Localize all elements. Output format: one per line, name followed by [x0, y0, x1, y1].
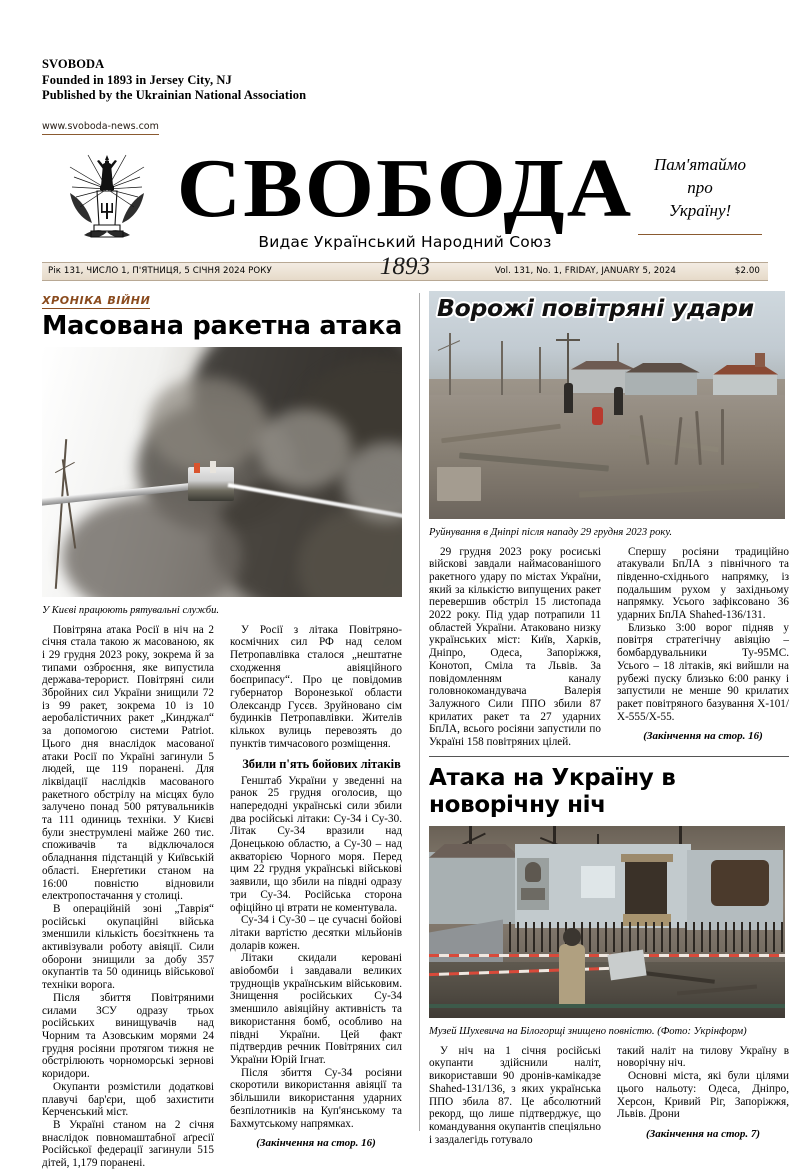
iron-fence	[509, 922, 785, 952]
air-strikes-column-2	[617, 546, 789, 749]
right-stories	[429, 291, 789, 1146]
museum-window	[581, 866, 615, 898]
publication-info	[42, 0, 768, 104]
air-strikes-headline: Ворожі повітряні удари	[437, 293, 754, 322]
paragraph: Окупанти розмістили додаткові плавучі бар'єри, щоб захистити Керченський міст.	[42, 1080, 214, 1119]
section-kicker: ХРОНІКА ВІЙНИ	[42, 293, 151, 307]
continuation-note[interactable]: (Закінчення на стор. 16)	[643, 730, 763, 743]
paragraph: Літаки скидали керовані авіобомби і завдавали великих труднощів українським військовим. Знищення російських Су-34 зменшило авіяційну активність та використання бомб, особливо на півдні України. Цей факт підтвердив речник Повітряних сил України Юрій Ігнат.	[230, 952, 402, 1066]
new-year-photo-caption: Музей Шухевича на Білогорщі знищено повністю. (Фото: Укрінформ)	[429, 1025, 747, 1037]
slogan-line-3: Україну!	[668, 200, 732, 220]
broken-post	[721, 409, 724, 465]
remember-ukraine-slogan	[638, 153, 762, 235]
paragraph: такий наліт на тилову Україну в новорічну ніч.	[617, 1044, 789, 1070]
air-strikes-column-1	[429, 546, 601, 749]
dateline-ukrainian: Рік 131, ЧИСЛО 1, П'ЯТНИЦЯ, 5 СІЧНЯ 2024 РОКУ	[48, 266, 272, 276]
plaque-inscription	[521, 888, 545, 900]
paragraph: В операційній зоні „Таврія“ російські окупаційні війська зменшили кількість боєзіткнень та активізували роботу авіяції. Сили оборони знищили за добу 357 окупантів та 50 одиниць військової техніки ворога.	[42, 902, 214, 992]
new-year-attack-story	[429, 765, 789, 1147]
new-year-columns	[429, 1045, 789, 1147]
person-head	[563, 928, 581, 946]
smoke-plume	[257, 409, 352, 489]
museum-wall	[429, 852, 519, 924]
new-year-column-1	[429, 1045, 601, 1147]
firefighter	[210, 461, 216, 473]
lead-subheading: Збили п'ять бойових літаків	[242, 756, 401, 771]
slogan-line-2: про	[687, 177, 713, 197]
column-divider	[419, 293, 420, 1131]
person-walking	[614, 387, 623, 415]
new-year-column-2	[617, 1045, 789, 1147]
person-walking	[564, 383, 573, 413]
museum-doorway	[625, 860, 667, 918]
lead-photo-caption: У Києві працюють рятувальні служби.	[42, 604, 220, 616]
price-label: $2.00	[734, 266, 760, 276]
paragraph: Повітряна атака Росії в ніч на 2 січня стала такою ж масованою, як і 29 грудня 2023 року, зокрема й за типами озброєння, яке випустила держава-терорист. Повітряні сили Збройних сил України знищили 72 із 99 ракет, зокрема 10 із 10 аеробалістичних ракет „Кинджал“ за допомогою системи Patriot. Цього дня внаслідок масованої атаки Росії по Україні загинули 5 людей, ще 119 поранені. Для ліквідації наслідків масованого ракетного обстрілу на місцях було залучено понад 500 рятувальників та 111 одиниць техніки. У Києві були знеструмлені майже 260 тис. споживачів та відключалося обладнання підстанцій у Київській області. Енерґетики станом на 16:00 повністю відновили електропостачання у столиці.	[42, 623, 214, 903]
bare-tree	[501, 341, 503, 395]
publication-publisher: Published by the Ukrainian National Association	[42, 88, 307, 102]
paragraph: Після збиття Су-34 росіяни скоротили використання авіяції та збільшили використання ударних безпілотників на Куп'янському та Бахмутському напрямках.	[230, 1066, 402, 1130]
publication-founded: Founded in 1893 in Jersey City, NJ	[42, 72, 232, 87]
lead-story	[42, 291, 410, 1170]
paragraph: Генштаб України у зведенні на ранок 25 грудня оголосив, що напередодні українські сили збили два російські літаки: Су-34 і Су-30. Літак Су-34 вразили над Донецькою областю, а Су-30 – над акваторією Чорного моря. Перед цим 22 грудня українські військові заявили, що збили на півдні одразу три Су-34. Російська сторона офіційно ці втрати не коментувала.	[230, 774, 402, 914]
damaged-house	[625, 371, 697, 397]
paragraph: В Україні станом на 2 січня внаслідок повномаштабної аґресії Російської федерації загинули 515 дітей, 1,179 поранені.	[42, 1118, 214, 1170]
slogan-line-1: Пам'ятаймо	[654, 154, 746, 174]
continuation-note[interactable]: (Закінчення на стор. 16)	[256, 1137, 376, 1150]
shukhevych-bust	[525, 862, 541, 882]
chimney	[755, 353, 765, 367]
main-content	[42, 291, 789, 1170]
smoke-plume	[147, 377, 267, 472]
firefighter	[194, 463, 200, 473]
blast-hole	[711, 860, 769, 906]
slogan-divider	[638, 234, 762, 235]
lead-column-1	[42, 624, 214, 1170]
paragraph: У Росії з літака Повітряно-космічних сил РФ над селом Петропавлівка сталося „нештатне сходження авіяційного боєприпасу“. Про це повідомив губернатор Воронезької области Олександр Гусєв. Зруйновано сім будинків Петропавлівки. Жителів кількох вулиць перевозять до пунктів тимчасового розміщення.	[230, 623, 402, 750]
continuation-note[interactable]: (Закінчення на стор. 7)	[645, 1127, 761, 1140]
section-divider	[429, 756, 789, 757]
paragraph: Основні міста, які були цілями цього нальоту: Одеса, Дніпро, Херсон, Кривий Ріг, Запоріжжя, Львів. Дрони	[617, 1070, 789, 1121]
dnipro-ruins-photo	[429, 291, 785, 519]
bare-tree	[449, 333, 451, 395]
firefighters-photo	[42, 347, 402, 597]
lead-text-columns	[42, 624, 410, 1170]
new-year-headline: Атака на Україну в новорічну ніч	[429, 764, 676, 818]
website-link[interactable]: www.svoboda-news.com	[42, 121, 159, 135]
paragraph: У ніч на 1 січня російські окупанти здійснили наліт, використавши 90 дронів-камікадзе Shahed-131/136, з яких українська ППО збила 87. Це абсолютний рекорд, що лише підтверджує, що командування окупантів спеціяльно і заздалегідь готувало	[429, 1044, 601, 1146]
foreground-railing	[429, 1004, 785, 1008]
utility-pole-crossbar	[556, 339, 580, 341]
paragraph: Після збиття Повітряними силами ЗСУ одразу трьох російських винищувачів над Чорним та Азовським морями 24 грудня росіяни протягом тижня не обстрілюють чорноморські зернові коридори.	[42, 991, 214, 1081]
air-strikes-photo-caption: Руйнування в Дніпрі після нападу 29 грудня 2023 року.	[429, 526, 673, 538]
masthead	[42, 141, 768, 259]
red-object	[592, 407, 603, 425]
air-strikes-story	[429, 291, 789, 757]
page-title: СВОБОДА	[176, 141, 634, 235]
paragraph: Близько 3:00 ворог підняв у повітря стратегічну авіяцію – бомбардувальники Ту-95МС. Усього – 18 літаків, які вийшли на рубежі пуску близько 6:00 ранку і запустили не менше 90 крилатих ракет повітряного базування Х-101/Х-555/Х-55.	[617, 621, 789, 723]
lead-column-2	[230, 624, 402, 1170]
air-strikes-columns	[429, 546, 789, 749]
lead-headline: Масована ракетна атака	[42, 310, 403, 341]
debris-block	[437, 467, 481, 501]
doorway-lintel	[621, 854, 673, 862]
ground-debris	[607, 949, 646, 980]
person-standing	[559, 944, 585, 1006]
paragraph: Спершу росіяни традиційно атакували БпЛА з північного та південно-східнього напрямку, із подальшим рухом у західньому напрямку. Усього зафіксовано 36 ударних БпЛА Shahed-136/131.	[617, 545, 789, 622]
founding-year-stamp: 1893	[379, 252, 431, 280]
shukhevych-museum-photo	[429, 826, 785, 1018]
bare-tree	[539, 347, 541, 393]
dateline-bar	[42, 252, 768, 281]
paragraph: Су-34 і Су-30 – це сучасні бойові літаки вартістю десятки мільйонів доларів кожен.	[230, 914, 402, 952]
paragraph: 29 грудня 2023 року росиські війскові завдали наймасованішого ракетного удару по містах України, який за кількістю випущених ракет перевершив обстріл 15 листопада 2022 року. Під удар потрапили 11 областей України. Атаковано низку українських міст: Київ, Харків, Дніпро, Одеса, Запоріжжя, Конотоп, Сміла та Львів. За повідомленням каналу головнокомандувача Валерія Залужного Сили ППО збили 87 крилатих ракет та 27 ударних БпЛА, всього росіяни запустили по Україні 158 повітряних цілей.	[429, 545, 601, 749]
dateline-english: Vol. 131, No. 1, FRIDAY, JANUARY 5, 2024	[494, 266, 676, 276]
masthead-subtitle: Видає Український Народний Союз	[258, 232, 552, 251]
publication-name: SVOBODA	[42, 57, 105, 71]
